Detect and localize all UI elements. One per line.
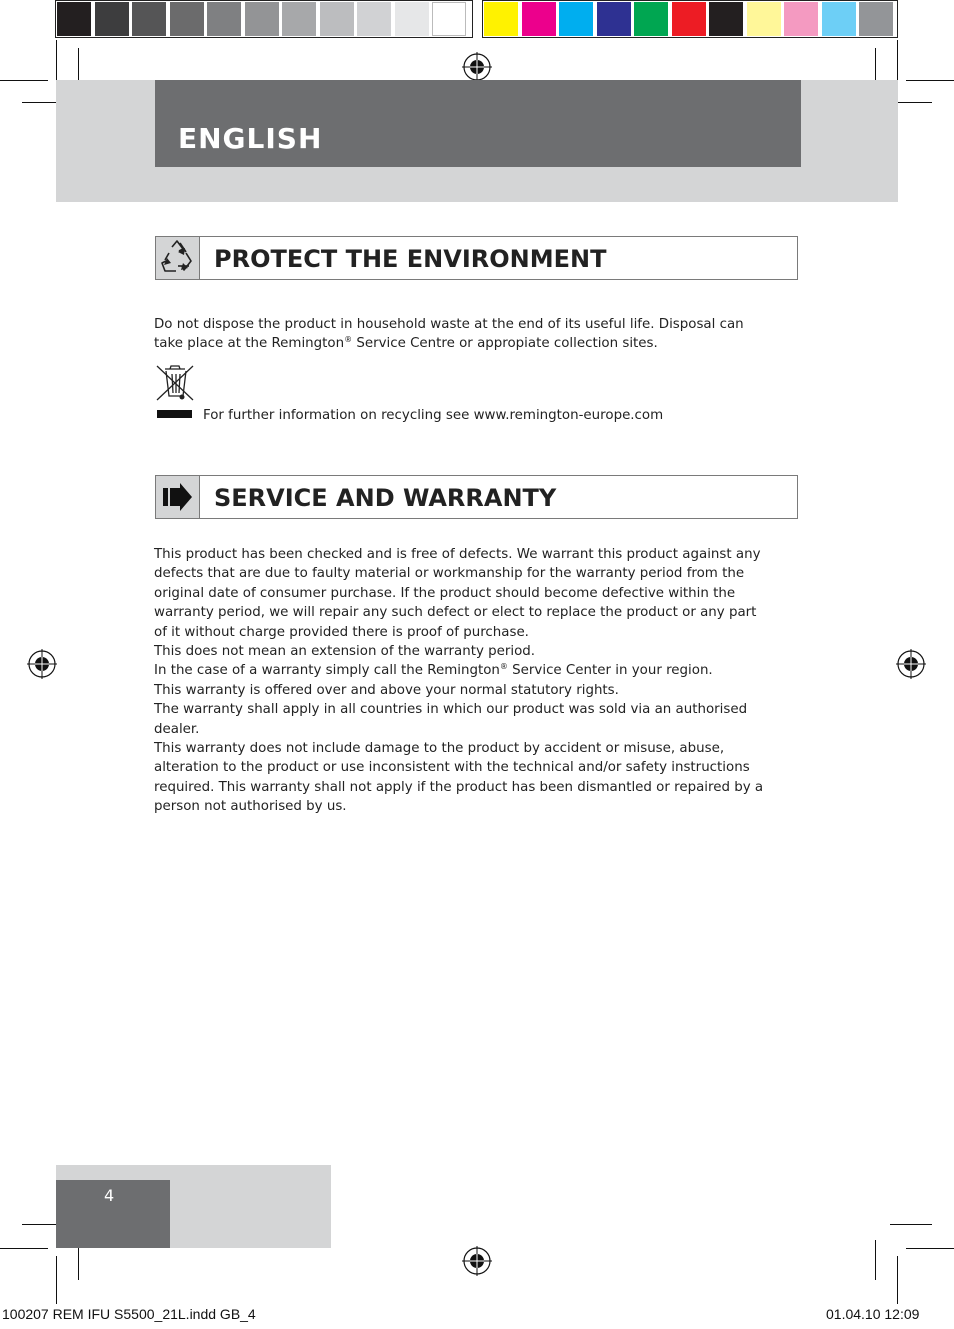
registered-mark: ® bbox=[499, 662, 508, 672]
environment-heading-box bbox=[155, 236, 798, 280]
page-number: 4 bbox=[104, 1186, 115, 1205]
color-swatch bbox=[170, 2, 204, 36]
color-swatch bbox=[634, 2, 668, 36]
registration-mark-icon bbox=[462, 1246, 492, 1276]
warranty-paragraph bbox=[154, 545, 779, 817]
warranty-line: required. This warranty shall not apply if the product has been dismantled or repaired by a bbox=[154, 779, 764, 795]
color-swatch bbox=[57, 2, 91, 36]
recycle-icon bbox=[156, 237, 200, 279]
color-swatch bbox=[522, 2, 556, 36]
color-swatch bbox=[282, 2, 316, 36]
warranty-line: warranty period, we will repair any such defect or elect to replace the product or any part bbox=[154, 605, 757, 621]
warranty-line: person not authorised by us. bbox=[154, 799, 347, 815]
environment-title: PROTECT THE ENVIRONMENT bbox=[214, 245, 607, 273]
date-slug: 01.04.10 12:09 bbox=[826, 1306, 920, 1322]
environment-paragraph bbox=[154, 315, 779, 354]
text-span: Service Centre or appropiate collection sites. bbox=[352, 336, 658, 352]
warranty-heading-box bbox=[155, 475, 798, 519]
environment-line: Do not dispose the product in household waste at the end of its useful life. Disposal can bbox=[154, 317, 744, 332]
crossed-wheelie-bin-icon bbox=[153, 362, 195, 424]
environment-line bbox=[154, 334, 779, 353]
warranty-title: SERVICE AND WARRANTY bbox=[214, 484, 557, 512]
color-swatch bbox=[709, 2, 743, 36]
color-swatch bbox=[245, 2, 279, 36]
warranty-line: This product has been checked and is free of defects. We warrant this product against any bbox=[154, 547, 761, 562]
warranty-line: The warranty shall apply in all countries in which our product was sold via an authorised bbox=[154, 702, 748, 718]
crop-mark bbox=[890, 1224, 932, 1225]
color-swatch bbox=[859, 2, 893, 36]
warranty-line: This warranty is offered over and above your normal statutory rights. bbox=[154, 682, 619, 698]
warranty-line: This does not mean an extension of the warranty period. bbox=[154, 644, 536, 660]
color-swatch bbox=[597, 2, 631, 36]
text-span: In the case of a warranty simply call the Remington bbox=[154, 663, 500, 679]
color-swatch bbox=[207, 2, 241, 36]
warranty-line: of it without charge provided there is proof of purchase. bbox=[154, 624, 529, 640]
warranty-line: original date of consumer purchase. If the product should become defective within the bbox=[154, 585, 736, 601]
registration-mark-icon bbox=[27, 649, 57, 679]
color-swatch bbox=[95, 2, 129, 36]
crop-mark bbox=[906, 1248, 954, 1249]
color-swatch bbox=[357, 2, 391, 36]
crop-mark bbox=[0, 1248, 48, 1249]
warranty-line bbox=[154, 661, 779, 680]
warranty-line: This warranty does not include damage to the product by accident or misuse, abuse, bbox=[154, 741, 725, 757]
color-swatch bbox=[672, 2, 706, 36]
warranty-line: alteration to the product or use inconsistent with the technical and/or safety instructions bbox=[154, 760, 750, 776]
crop-mark bbox=[897, 1256, 898, 1304]
color-bar bbox=[484, 2, 897, 36]
registration-mark-icon bbox=[462, 52, 492, 82]
color-swatch bbox=[395, 2, 429, 36]
crop-mark bbox=[56, 1256, 57, 1304]
warranty-line: dealer. bbox=[154, 721, 200, 737]
color-swatch bbox=[132, 2, 166, 36]
color-swatch bbox=[747, 2, 781, 36]
color-swatch bbox=[822, 2, 856, 36]
crop-mark bbox=[0, 80, 48, 81]
language-title: ENGLISH bbox=[178, 122, 323, 155]
warranty-line: defects that are due to faulty material or workmanship for the warranty period from the bbox=[154, 566, 745, 582]
text-span: Service Center in your region. bbox=[507, 663, 713, 679]
color-swatch bbox=[484, 2, 518, 36]
arrow-right-icon bbox=[156, 476, 200, 518]
crop-mark bbox=[906, 80, 954, 81]
recycling-info-text: For further information on recycling see www.remington-europe.com bbox=[203, 408, 664, 423]
color-swatch bbox=[784, 2, 818, 36]
color-swatch bbox=[559, 2, 593, 36]
crop-mark bbox=[875, 1240, 876, 1280]
file-slug: 100207 REM IFU S5500_21L.indd GB_4 bbox=[2, 1306, 256, 1322]
registration-mark-icon bbox=[896, 649, 926, 679]
color-swatch bbox=[320, 2, 354, 36]
color-swatch bbox=[432, 2, 466, 36]
grayscale-bar bbox=[57, 2, 470, 36]
registered-mark: ® bbox=[344, 335, 353, 345]
text-span: take place at the Remington bbox=[154, 336, 345, 352]
